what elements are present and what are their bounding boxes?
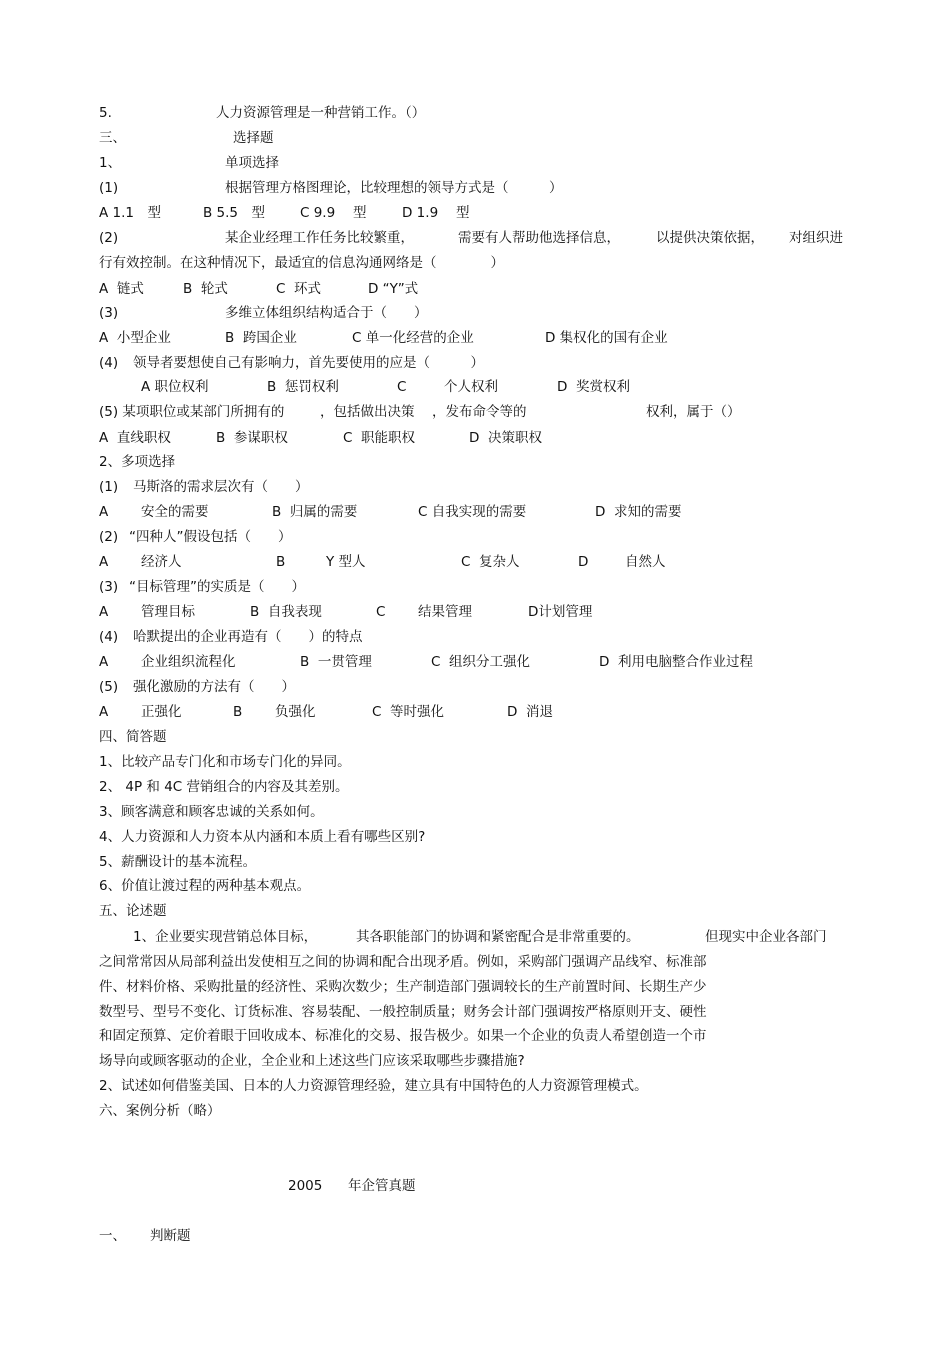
subsection-2-title: 2、多项选择 bbox=[99, 454, 176, 470]
question-text: 多维立体组织结构适合于（ ） bbox=[225, 305, 428, 321]
question-text: 哈默提出的企业再造有（ ）的特点 bbox=[133, 629, 363, 645]
question-text-part: (5) 某项职位或某部门所拥有的 bbox=[99, 404, 285, 420]
question-text: 马斯洛的需求层次有（ ） bbox=[133, 479, 309, 495]
question-text: “目标管理”的实质是（ ） bbox=[129, 579, 305, 595]
option-b: B 自我表现 bbox=[250, 604, 322, 620]
option-b: B bbox=[233, 704, 243, 720]
short-answer-item: 4、人力资源和人力资本从内涵和本质上看有哪些区别? bbox=[99, 829, 426, 845]
option-a: A bbox=[99, 604, 109, 620]
option-a-text: 安全的需要 bbox=[141, 504, 209, 520]
question-number: (3) bbox=[99, 579, 119, 595]
option-d: D 利用电脑整合作业过程 bbox=[599, 654, 753, 670]
option-c: C bbox=[397, 379, 407, 395]
option-c: C 复杂人 bbox=[461, 554, 520, 570]
question-number: (4) bbox=[99, 355, 119, 371]
question-text-part: ，发布命令等的 bbox=[432, 404, 527, 420]
question-number: (1) bbox=[99, 180, 119, 196]
question-text: 领导者要想使自己有影响力，首先要使用的应是（ ） bbox=[133, 355, 484, 371]
section-1-number: 一、 bbox=[99, 1228, 126, 1244]
option-a: A bbox=[99, 504, 109, 520]
option-d: D计划管理 bbox=[528, 604, 593, 620]
question-text-part: 权利，属于（） bbox=[646, 404, 741, 420]
short-answer-item: 3、顾客满意和顾客忠诚的关系如何。 bbox=[99, 804, 324, 820]
question-number: 5. bbox=[99, 105, 112, 121]
option-a: A 小型企业 bbox=[99, 330, 171, 346]
option-c: C 职能职权 bbox=[343, 430, 416, 446]
option-b: B 跨国企业 bbox=[225, 330, 297, 346]
essay-text-line: 之间常常因从局部利益出发使相互之间的协调和配合出现矛盾。例如，采购部门强调产品线窄、标准部 bbox=[99, 954, 707, 970]
option-d: D “Y”式 bbox=[368, 281, 419, 297]
question-text: 根据管理方格图理论，比较理想的领导方式是（ ） bbox=[225, 180, 563, 196]
essay-question-2: 2、试述如何借鉴美国、日本的人力资源管理经验，建立具有中国特色的人力资源管理模式。 bbox=[99, 1078, 648, 1094]
question-number: (4) bbox=[99, 629, 119, 645]
option-b-text: Y 型人 bbox=[326, 554, 366, 570]
short-answer-item: 5、薪酬设计的基本流程。 bbox=[99, 854, 257, 870]
option-d-text: 自然人 bbox=[625, 554, 666, 570]
option-b: B 5.5 型 bbox=[203, 205, 266, 221]
option-c: C 等时强化 bbox=[372, 704, 445, 720]
exam-year: 2005 bbox=[288, 1178, 323, 1194]
option-c: C 组织分工强化 bbox=[431, 654, 531, 670]
essay-text-part: 1、企业要实现营销总体目标， bbox=[133, 929, 318, 945]
option-a-text: 经济人 bbox=[141, 554, 182, 570]
exam-title: 年企管真题 bbox=[348, 1178, 416, 1194]
option-b: B 轮式 bbox=[183, 281, 228, 297]
option-c: C 9.9 型 bbox=[300, 205, 367, 221]
question-text-part: 某企业经理工作任务比较繁重， bbox=[225, 230, 414, 246]
short-answer-item: 1、比较产品专门化和市场专门化的异同。 bbox=[99, 754, 351, 770]
question-text-part: 对组织进 bbox=[789, 230, 843, 246]
section-1-title: 判断题 bbox=[150, 1228, 191, 1244]
option-a: A bbox=[99, 654, 109, 670]
essay-text-line: 数型号、型号不变化、订货标准、容易装配、一般控制质量；财务会计部门强调按严格原则开支、硬性 bbox=[99, 1004, 707, 1020]
option-b-text: 负强化 bbox=[275, 704, 316, 720]
option-b: B 归属的需要 bbox=[272, 504, 358, 520]
option-d: D 决策职权 bbox=[469, 430, 542, 446]
essay-text-line: 场导向或顾客驱动的企业，全企业和上述这些门应该采取哪些步骤措施? bbox=[99, 1053, 525, 1069]
option-b: B 一贯管理 bbox=[300, 654, 372, 670]
option-d: D 求知的需要 bbox=[595, 504, 682, 520]
option-a-text: 企业组织流程化 bbox=[141, 654, 236, 670]
question-text-part: 以提供决策依据， bbox=[656, 230, 764, 246]
essay-text-line: 件、材料价格、采购批量的经济性、采购次数少；生产制造部门强调较长的生产前置时间、长期生产少 bbox=[99, 979, 707, 995]
subsection-1-title: 单项选择 bbox=[225, 155, 279, 171]
section-5-title: 五、论述题 bbox=[99, 903, 167, 919]
question-text: 人力资源管理是一种营销工作。（） bbox=[216, 105, 426, 121]
subsection-1-number: 1、 bbox=[99, 155, 122, 171]
question-number: (2) bbox=[99, 529, 119, 545]
question-text: 强化激励的方法有（ ） bbox=[133, 679, 295, 695]
option-c: C 环式 bbox=[276, 281, 322, 297]
option-c: C 自我实现的需要 bbox=[418, 504, 527, 520]
option-b: B bbox=[276, 554, 286, 570]
option-a: A 链式 bbox=[99, 281, 144, 297]
option-a: A 1.1 型 bbox=[99, 205, 161, 221]
option-d: D 集权化的国有企业 bbox=[545, 330, 668, 346]
section-4-title: 四、简答题 bbox=[99, 729, 167, 745]
option-c-text: 个人权利 bbox=[444, 379, 498, 395]
question-number: (3) bbox=[99, 305, 119, 321]
option-a-text: 正强化 bbox=[141, 704, 182, 720]
question-5-judgement bbox=[99, 105, 112, 121]
option-c-text: 结果管理 bbox=[418, 604, 472, 620]
question-number: (5) bbox=[99, 679, 119, 695]
short-answer-item: 6、价值让渡过程的两种基本观点。 bbox=[99, 878, 311, 894]
option-a: A 直线职权 bbox=[99, 430, 171, 446]
option-a: A bbox=[99, 704, 109, 720]
section-3-number: 三、 bbox=[99, 130, 126, 146]
question-text-continued: 行有效控制。在这种情况下，最适宜的信息沟通网络是（ ） bbox=[99, 255, 504, 271]
option-d: D 奖赏权利 bbox=[557, 379, 630, 395]
option-d: D 1.9 型 bbox=[402, 205, 470, 221]
option-d: D bbox=[578, 554, 589, 570]
question-text-part: 需要有人帮助他选择信息， bbox=[458, 230, 620, 246]
section-3-title: 选择题 bbox=[233, 130, 274, 146]
option-a: A 职位权利 bbox=[141, 379, 209, 395]
option-a-text: 管理目标 bbox=[141, 604, 195, 620]
section-6-title: 六、案例分析（略） bbox=[99, 1103, 221, 1119]
question-text-part: ，包括做出决策 bbox=[320, 404, 415, 420]
option-d: D 消退 bbox=[507, 704, 553, 720]
question-text: “四种人”假设包括（ ） bbox=[129, 529, 292, 545]
short-answer-item: 2、 4P 和 4C 营销组合的内容及其差别。 bbox=[99, 779, 349, 795]
essay-text-part: 但现实中企业各部门 bbox=[705, 929, 827, 945]
option-a: A bbox=[99, 554, 109, 570]
option-b: B 惩罚权利 bbox=[267, 379, 339, 395]
question-number: (1) bbox=[99, 479, 119, 495]
essay-text-line: 和固定预算、定价着眼于回收成本、标准化的交易、报告极少。如果一个企业的负责人希望创造一个市 bbox=[99, 1028, 707, 1044]
question-number: (2) bbox=[99, 230, 119, 246]
option-b: B 参谋职权 bbox=[216, 430, 288, 446]
essay-text-part: 其各职能部门的协调和紧密配合是非常重要的。 bbox=[356, 929, 640, 945]
option-c: C 单一化经营的企业 bbox=[352, 330, 474, 346]
option-c: C bbox=[376, 604, 386, 620]
